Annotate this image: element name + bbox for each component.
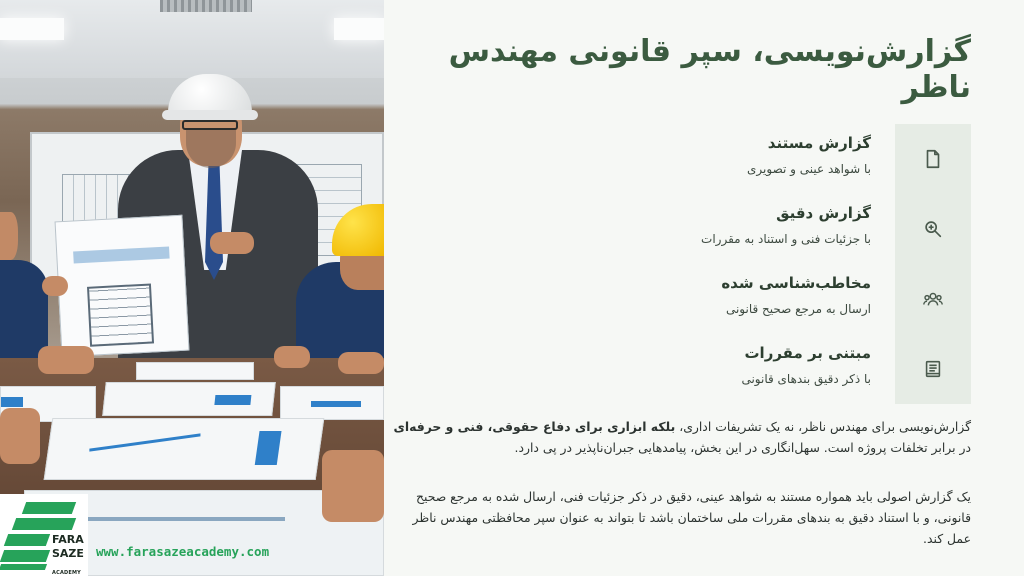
hand (0, 408, 40, 464)
users-icon (895, 264, 971, 334)
engineers-photo (0, 0, 384, 576)
slide-title: گزارش‌نویسی، سپر قانونی مهندس ناظر (448, 34, 971, 105)
slide-content (393, 0, 1024, 576)
hand (38, 346, 94, 374)
feature-item-regulations (451, 334, 971, 404)
feature-subtitle: ارسال به مرجع صحیح قانونی (725, 302, 871, 316)
drawing-sheet (44, 418, 325, 480)
drawing-sheet (136, 362, 254, 380)
book-icon (895, 334, 971, 404)
feature-title: مبتنی بر مقررات (744, 344, 871, 362)
drawing-sheet (280, 386, 384, 420)
ceiling-light (0, 18, 64, 40)
feature-title: گزارش دقیق (776, 204, 871, 222)
intro-text-bold: بلکه ابزاری برای دفاع حقوقی، فنی و حرفه‌ای (393, 419, 676, 434)
document-icon (895, 124, 971, 194)
ceiling-vent (160, 0, 252, 12)
feature-title: مخاطب‌شناسی شده (721, 274, 871, 292)
feature-subtitle: با ذکر دقیق بندهای قانونی (741, 372, 871, 386)
feature-title: گزارش مستند (767, 134, 871, 152)
intro-text-part3: در برابر تخلفات پروژه است. سهل‌انگاری در این بخش، پیامدهایی جبران‌ناپذیر در پی دارد. (514, 440, 971, 455)
left-engineer-head (0, 212, 18, 260)
feature-subtitle: با شواهد عینی و تصویری (747, 162, 871, 176)
hand (210, 232, 254, 254)
feature-item-precise (451, 194, 971, 264)
farasaze-logo (0, 494, 88, 576)
drawing-sheet (102, 382, 276, 416)
feature-item-audience (451, 264, 971, 334)
logo-text-saze: SAZE (52, 547, 84, 560)
website-url[interactable]: www.farasazeacademy.com (96, 544, 270, 559)
logo-text-fara: FARA (52, 533, 84, 546)
summary-paragraph: یک گزارش اصولی باید همواره مستند به شواهد عینی، دقیق در ذکر جزئیات فنی، ارسال شده به مرجع صحیح قانونی، و با استناد دقیق به بندهای مقررات ملی ساختمان باشد تا بتواند به عنوان سپر محافظتی مهندس ناظر عمل کند. (412, 489, 971, 546)
hand (338, 352, 384, 374)
glasses (182, 120, 238, 130)
hand (42, 276, 68, 296)
intro-text-part1: گزارش‌نویسی برای مهندس ناظر، نه یک تشریفات اداری، (675, 419, 971, 434)
white-hard-hat-brim (162, 110, 258, 120)
blueprint-sheet (55, 215, 190, 358)
logo-text-academy: ACADEMY (52, 570, 81, 576)
hand (322, 450, 384, 522)
feature-item-documented (451, 124, 971, 194)
magnifier-icon (895, 194, 971, 264)
ceiling-light (334, 18, 384, 40)
feature-subtitle: با جزئیات فنی و استناد به مقررات (701, 232, 871, 246)
hand (274, 346, 310, 368)
intro-paragraph (391, 416, 971, 458)
